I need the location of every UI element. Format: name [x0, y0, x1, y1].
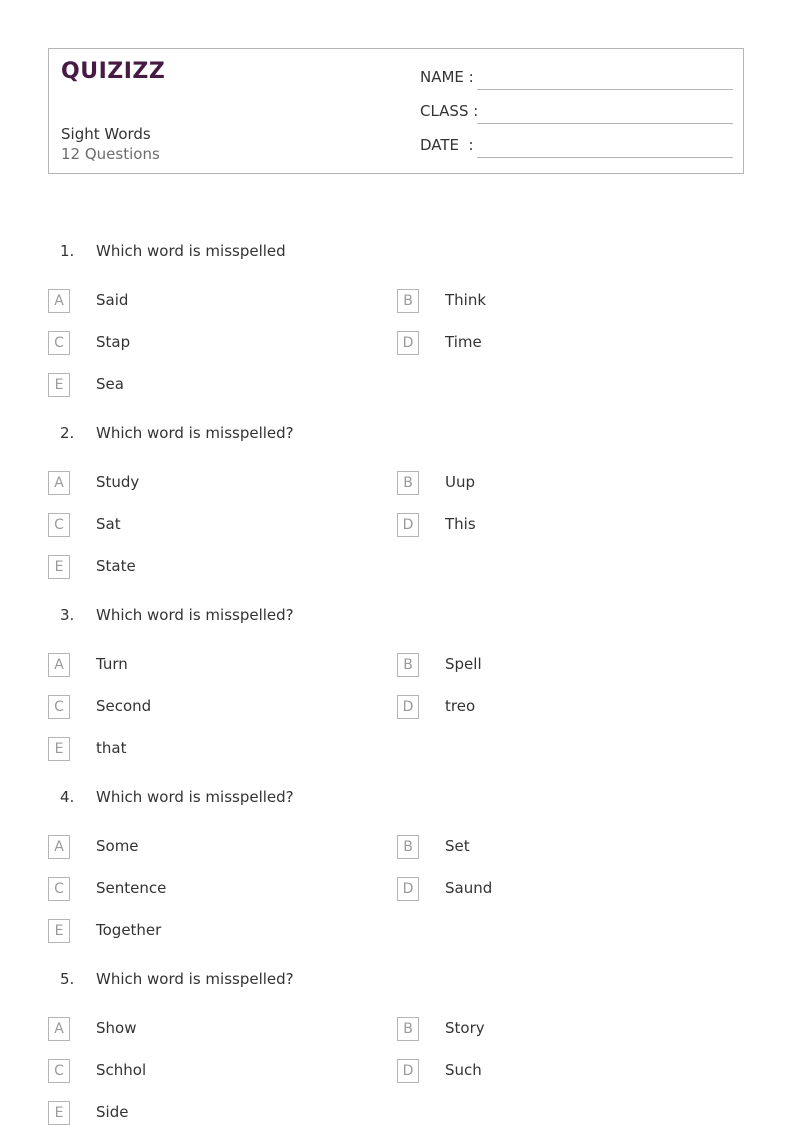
option-text: Second	[96, 697, 152, 715]
option-text: Together	[96, 921, 162, 939]
option-text: Spell	[445, 655, 482, 673]
option-letter-box[interactable]: B	[397, 653, 419, 677]
option-d[interactable]	[397, 513, 697, 537]
name-field[interactable]	[420, 68, 733, 92]
option-letter-box[interactable]: A	[48, 653, 70, 677]
option-a[interactable]	[48, 835, 348, 859]
option-text: Such	[445, 1061, 482, 1079]
option-text: Story	[445, 1019, 485, 1037]
option-c[interactable]	[48, 877, 348, 901]
option-letter-box[interactable]: B	[397, 1017, 419, 1041]
question-number: 2.	[60, 424, 75, 442]
option-text: Uup	[445, 473, 476, 491]
option-letter-box[interactable]: A	[48, 289, 70, 313]
option-text: Time	[445, 333, 482, 351]
option-text: Think	[445, 291, 487, 309]
worksheet-header	[48, 48, 744, 174]
option-text: This	[445, 515, 476, 533]
option-b[interactable]	[397, 289, 697, 313]
option-text: Saund	[445, 879, 493, 897]
option-letter-box[interactable]: D	[397, 513, 419, 537]
option-d[interactable]	[397, 695, 697, 719]
question-text: Which word is misspelled?	[96, 606, 294, 624]
option-a[interactable]	[48, 1017, 348, 1041]
option-text: Said	[96, 291, 129, 309]
question-text: Which word is misspelled?	[96, 788, 294, 806]
question-text: Which word is misspelled?	[96, 970, 294, 988]
option-text: Side	[96, 1103, 129, 1121]
option-a[interactable]	[48, 289, 348, 313]
class-line[interactable]	[477, 123, 733, 124]
option-e[interactable]	[48, 555, 348, 579]
name-line[interactable]	[477, 89, 733, 90]
option-letter-box[interactable]: B	[397, 471, 419, 495]
class-label: CLASS :	[420, 102, 479, 120]
option-letter-box[interactable]: E	[48, 919, 70, 943]
option-b[interactable]	[397, 471, 697, 495]
option-text: Show	[96, 1019, 137, 1037]
option-text: Some	[96, 837, 139, 855]
option-letter-box[interactable]: A	[48, 471, 70, 495]
option-c[interactable]	[48, 331, 348, 355]
option-text: Sea	[96, 375, 124, 393]
option-letter-box[interactable]: C	[48, 1059, 70, 1083]
option-b[interactable]	[397, 1017, 697, 1041]
option-text: Sat	[96, 515, 121, 533]
question-text: Which word is misspelled?	[96, 424, 294, 442]
name-label: NAME :	[420, 68, 474, 86]
option-letter-box[interactable]: E	[48, 1101, 70, 1125]
date-line[interactable]	[477, 157, 733, 158]
quizizz-logo: QUIZIZZ	[61, 59, 166, 84]
date-field[interactable]	[420, 136, 733, 160]
option-e[interactable]	[48, 373, 348, 397]
option-letter-box[interactable]: E	[48, 555, 70, 579]
option-d[interactable]	[397, 1059, 697, 1083]
option-letter-box[interactable]: D	[397, 877, 419, 901]
option-c[interactable]	[48, 695, 348, 719]
option-letter-box[interactable]: E	[48, 737, 70, 761]
option-text: Sentence	[96, 879, 167, 897]
option-text: State	[96, 557, 136, 575]
option-a[interactable]	[48, 653, 348, 677]
option-a[interactable]	[48, 471, 348, 495]
option-c[interactable]	[48, 513, 348, 537]
option-letter-box[interactable]: B	[397, 289, 419, 313]
option-d[interactable]	[397, 877, 697, 901]
option-text: Set	[445, 837, 470, 855]
option-e[interactable]	[48, 1101, 348, 1125]
option-b[interactable]	[397, 835, 697, 859]
class-field[interactable]	[420, 102, 733, 126]
question-number: 1.	[60, 242, 75, 260]
option-letter-box[interactable]: C	[48, 877, 70, 901]
question-count: 12 Questions	[61, 145, 160, 163]
date-label: DATE :	[420, 136, 474, 154]
option-letter-box[interactable]: D	[397, 1059, 419, 1083]
option-letter-box[interactable]: A	[48, 1017, 70, 1041]
option-e[interactable]	[48, 919, 348, 943]
option-text: Study	[96, 473, 140, 491]
option-letter-box[interactable]: B	[397, 835, 419, 859]
option-c[interactable]	[48, 1059, 348, 1083]
option-letter-box[interactable]: D	[397, 695, 419, 719]
option-letter-box[interactable]: E	[48, 373, 70, 397]
option-letter-box[interactable]: C	[48, 331, 70, 355]
worksheet-title: Sight Words	[61, 125, 151, 143]
option-letter-box[interactable]: C	[48, 695, 70, 719]
option-letter-box[interactable]: A	[48, 835, 70, 859]
option-text: treo	[445, 697, 476, 715]
option-b[interactable]	[397, 653, 697, 677]
option-letter-box[interactable]: C	[48, 513, 70, 537]
option-text: Turn	[96, 655, 128, 673]
option-e[interactable]	[48, 737, 348, 761]
question-number: 4.	[60, 788, 75, 806]
option-text: Schhol	[96, 1061, 147, 1079]
question-number: 5.	[60, 970, 75, 988]
question-number: 3.	[60, 606, 75, 624]
option-text: Stap	[96, 333, 131, 351]
option-letter-box[interactable]: D	[397, 331, 419, 355]
question-text: Which word is misspelled	[96, 242, 286, 260]
option-d[interactable]	[397, 331, 697, 355]
option-text: that	[96, 739, 127, 757]
